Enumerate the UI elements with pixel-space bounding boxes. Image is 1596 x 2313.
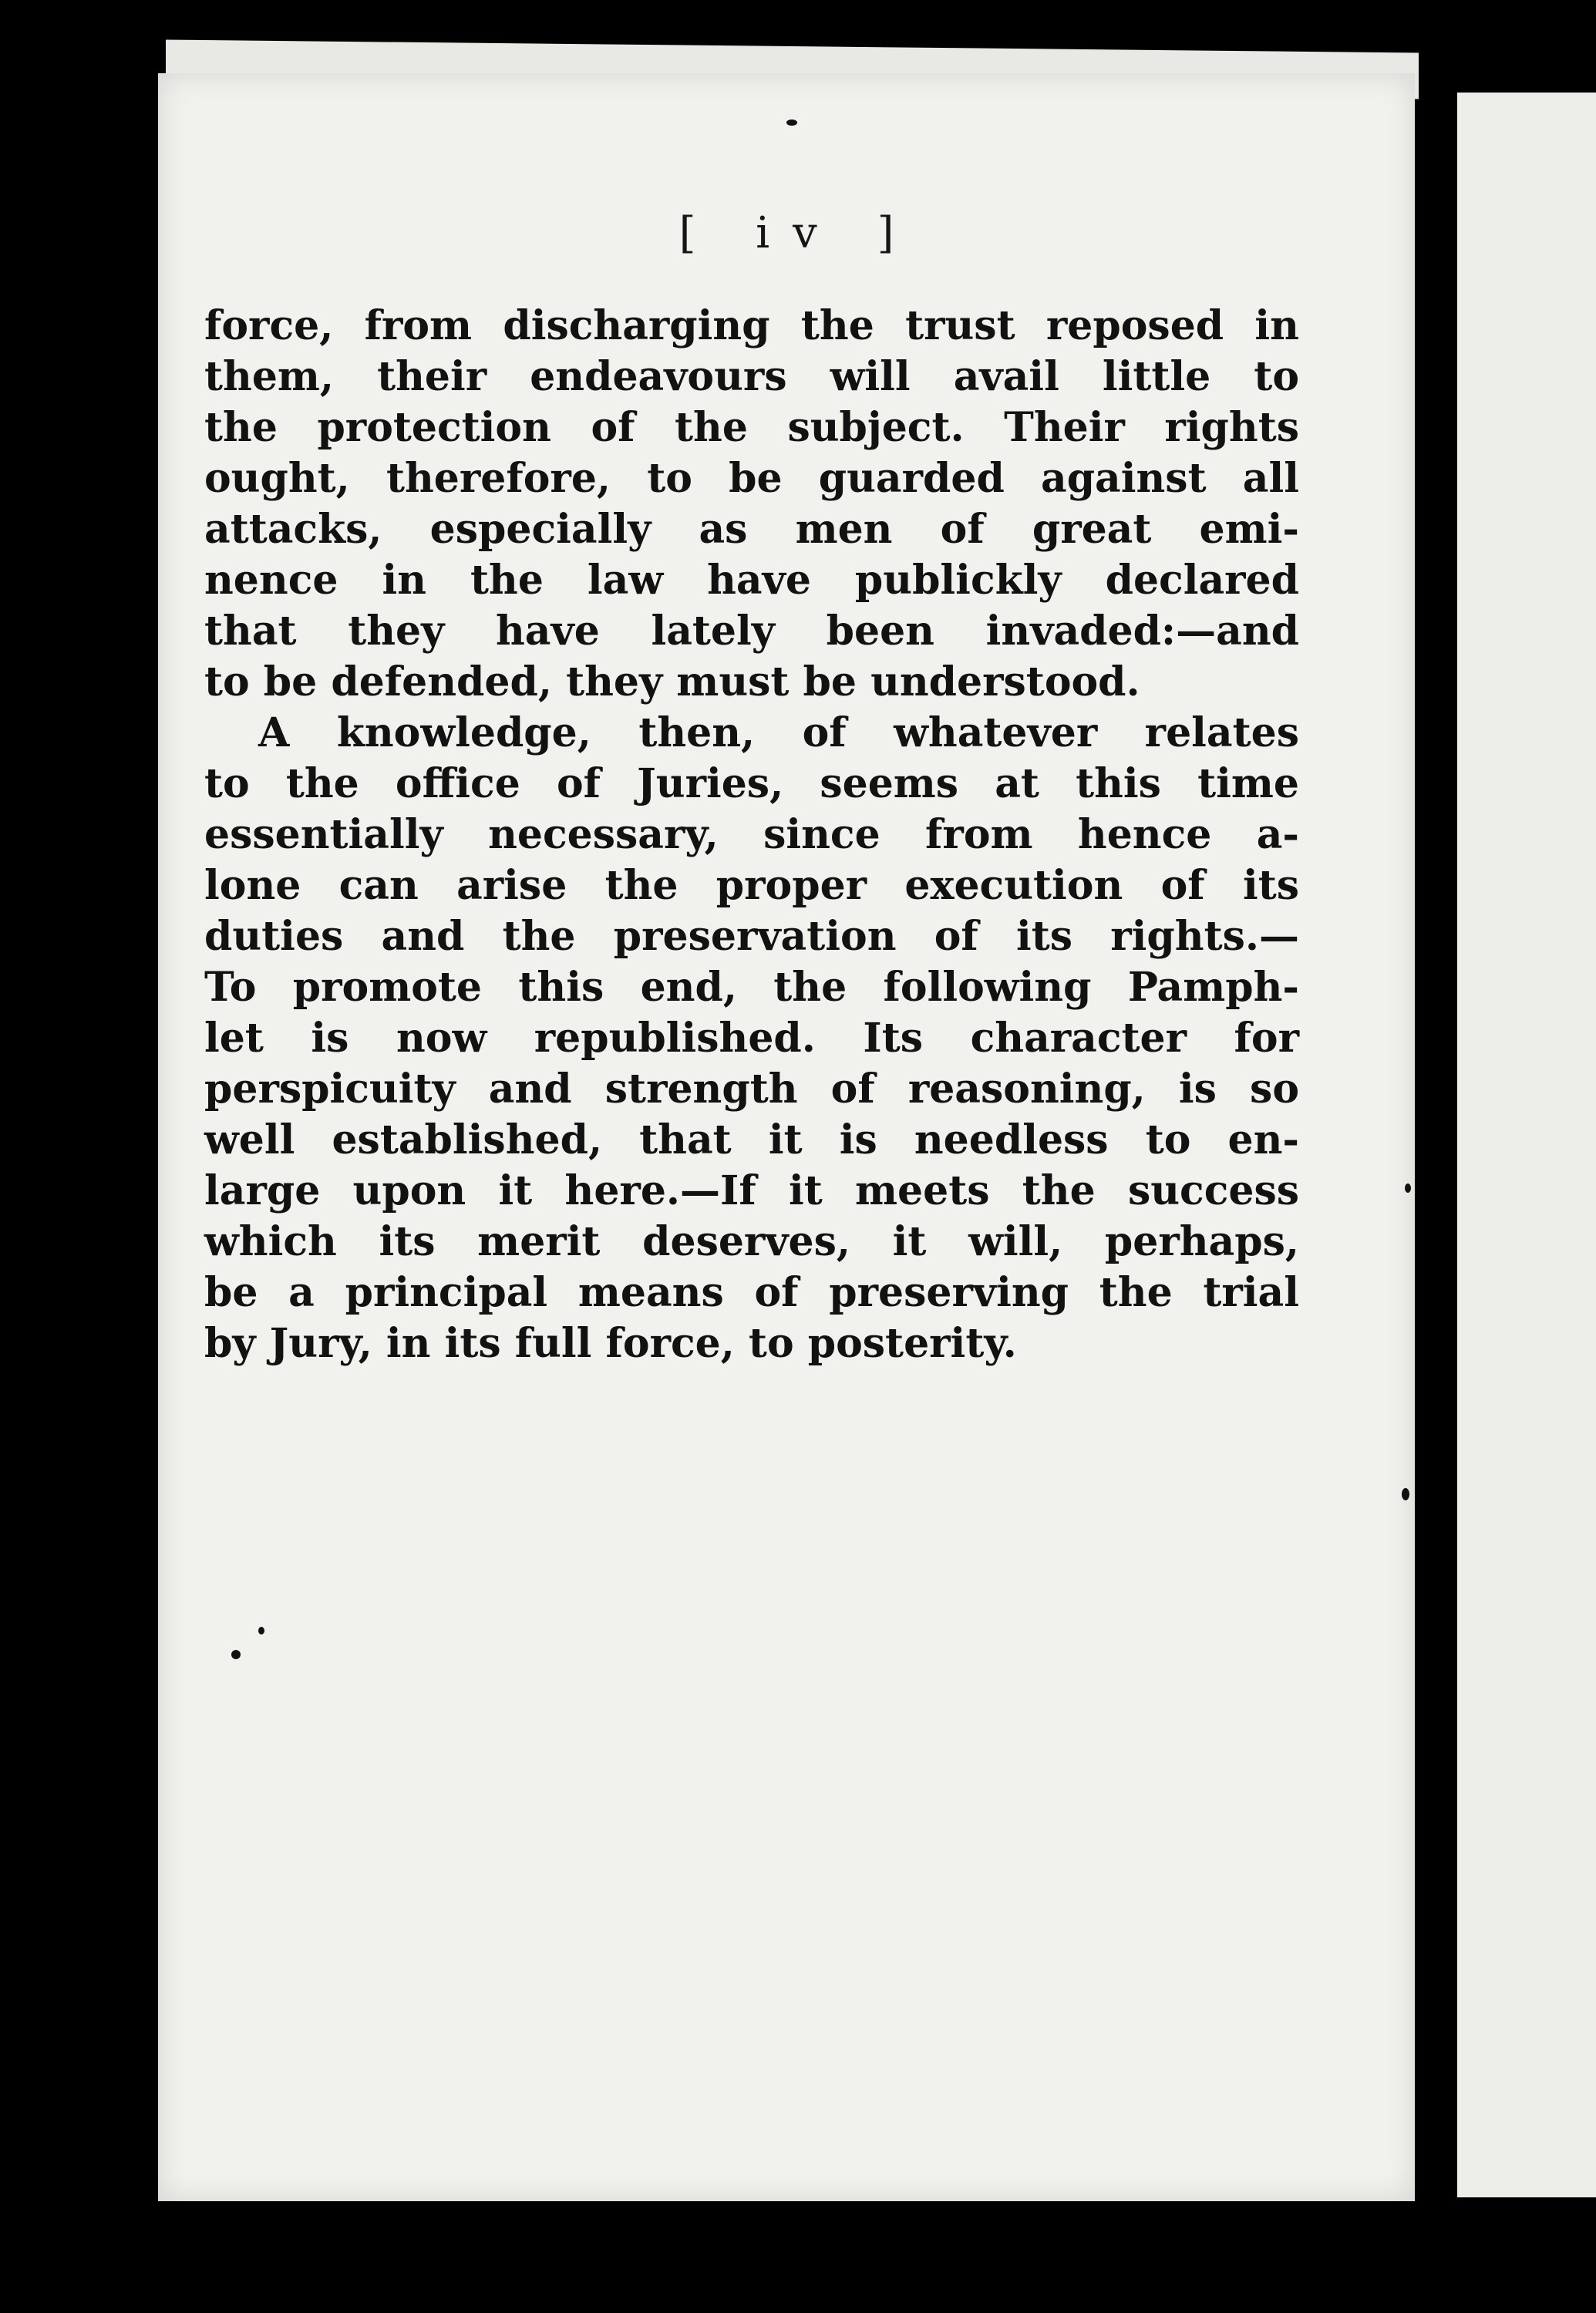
text-line: large upon it here.—If it meets the success (204, 1167, 1299, 1214)
text-line: ought, therefore, to be guarded against all (204, 455, 1299, 502)
text-line: To promote this end, the following Pamph- (204, 964, 1299, 1011)
text-line: essentially necessary, since from hence a- (204, 811, 1299, 858)
ink-speck (1405, 1183, 1411, 1193)
text-line: to be defended, they must be understood. (204, 658, 1140, 705)
text-line: be a principal means of preserving the trial (204, 1269, 1299, 1316)
body-text (204, 301, 1299, 1369)
text-line: attacks, especially as men of great emi- (204, 506, 1299, 553)
facing-page-edge (1457, 93, 1596, 2197)
text-line: them, their endeavours will avail little to (204, 353, 1299, 400)
ink-speck (786, 120, 797, 126)
text-line: to the office of Juries, seems at this time (204, 760, 1299, 807)
text-line: well established, that it is needless to en- (204, 1116, 1299, 1163)
text-line: the protection of the subject. Their rights (204, 404, 1299, 451)
ink-speck (231, 1650, 241, 1659)
text-line: force, from discharging the trust reposed in (204, 302, 1299, 349)
text-line: lone can arise the proper execution of its (204, 862, 1299, 909)
text-line: duties and the preservation of its rights.— (204, 913, 1299, 960)
text-line: that they have lately been invaded:—and (204, 608, 1299, 655)
ink-speck (1402, 1488, 1409, 1500)
text-line: perspicuity and strength of reasoning, is so (204, 1066, 1299, 1113)
text-line: which its merit deserves, it will, perhaps, (204, 1218, 1299, 1265)
text-line: A knowledge, then, of whatever relates (258, 709, 1299, 756)
text-line: let is now republished. Its character for (204, 1015, 1299, 1062)
ink-speck (258, 1627, 264, 1635)
text-line: by Jury, in its full force, to posterity. (204, 1320, 1017, 1367)
text-line: nence in the law have publickly declared (204, 557, 1299, 604)
page-number-header: [ iv ] (678, 208, 918, 258)
